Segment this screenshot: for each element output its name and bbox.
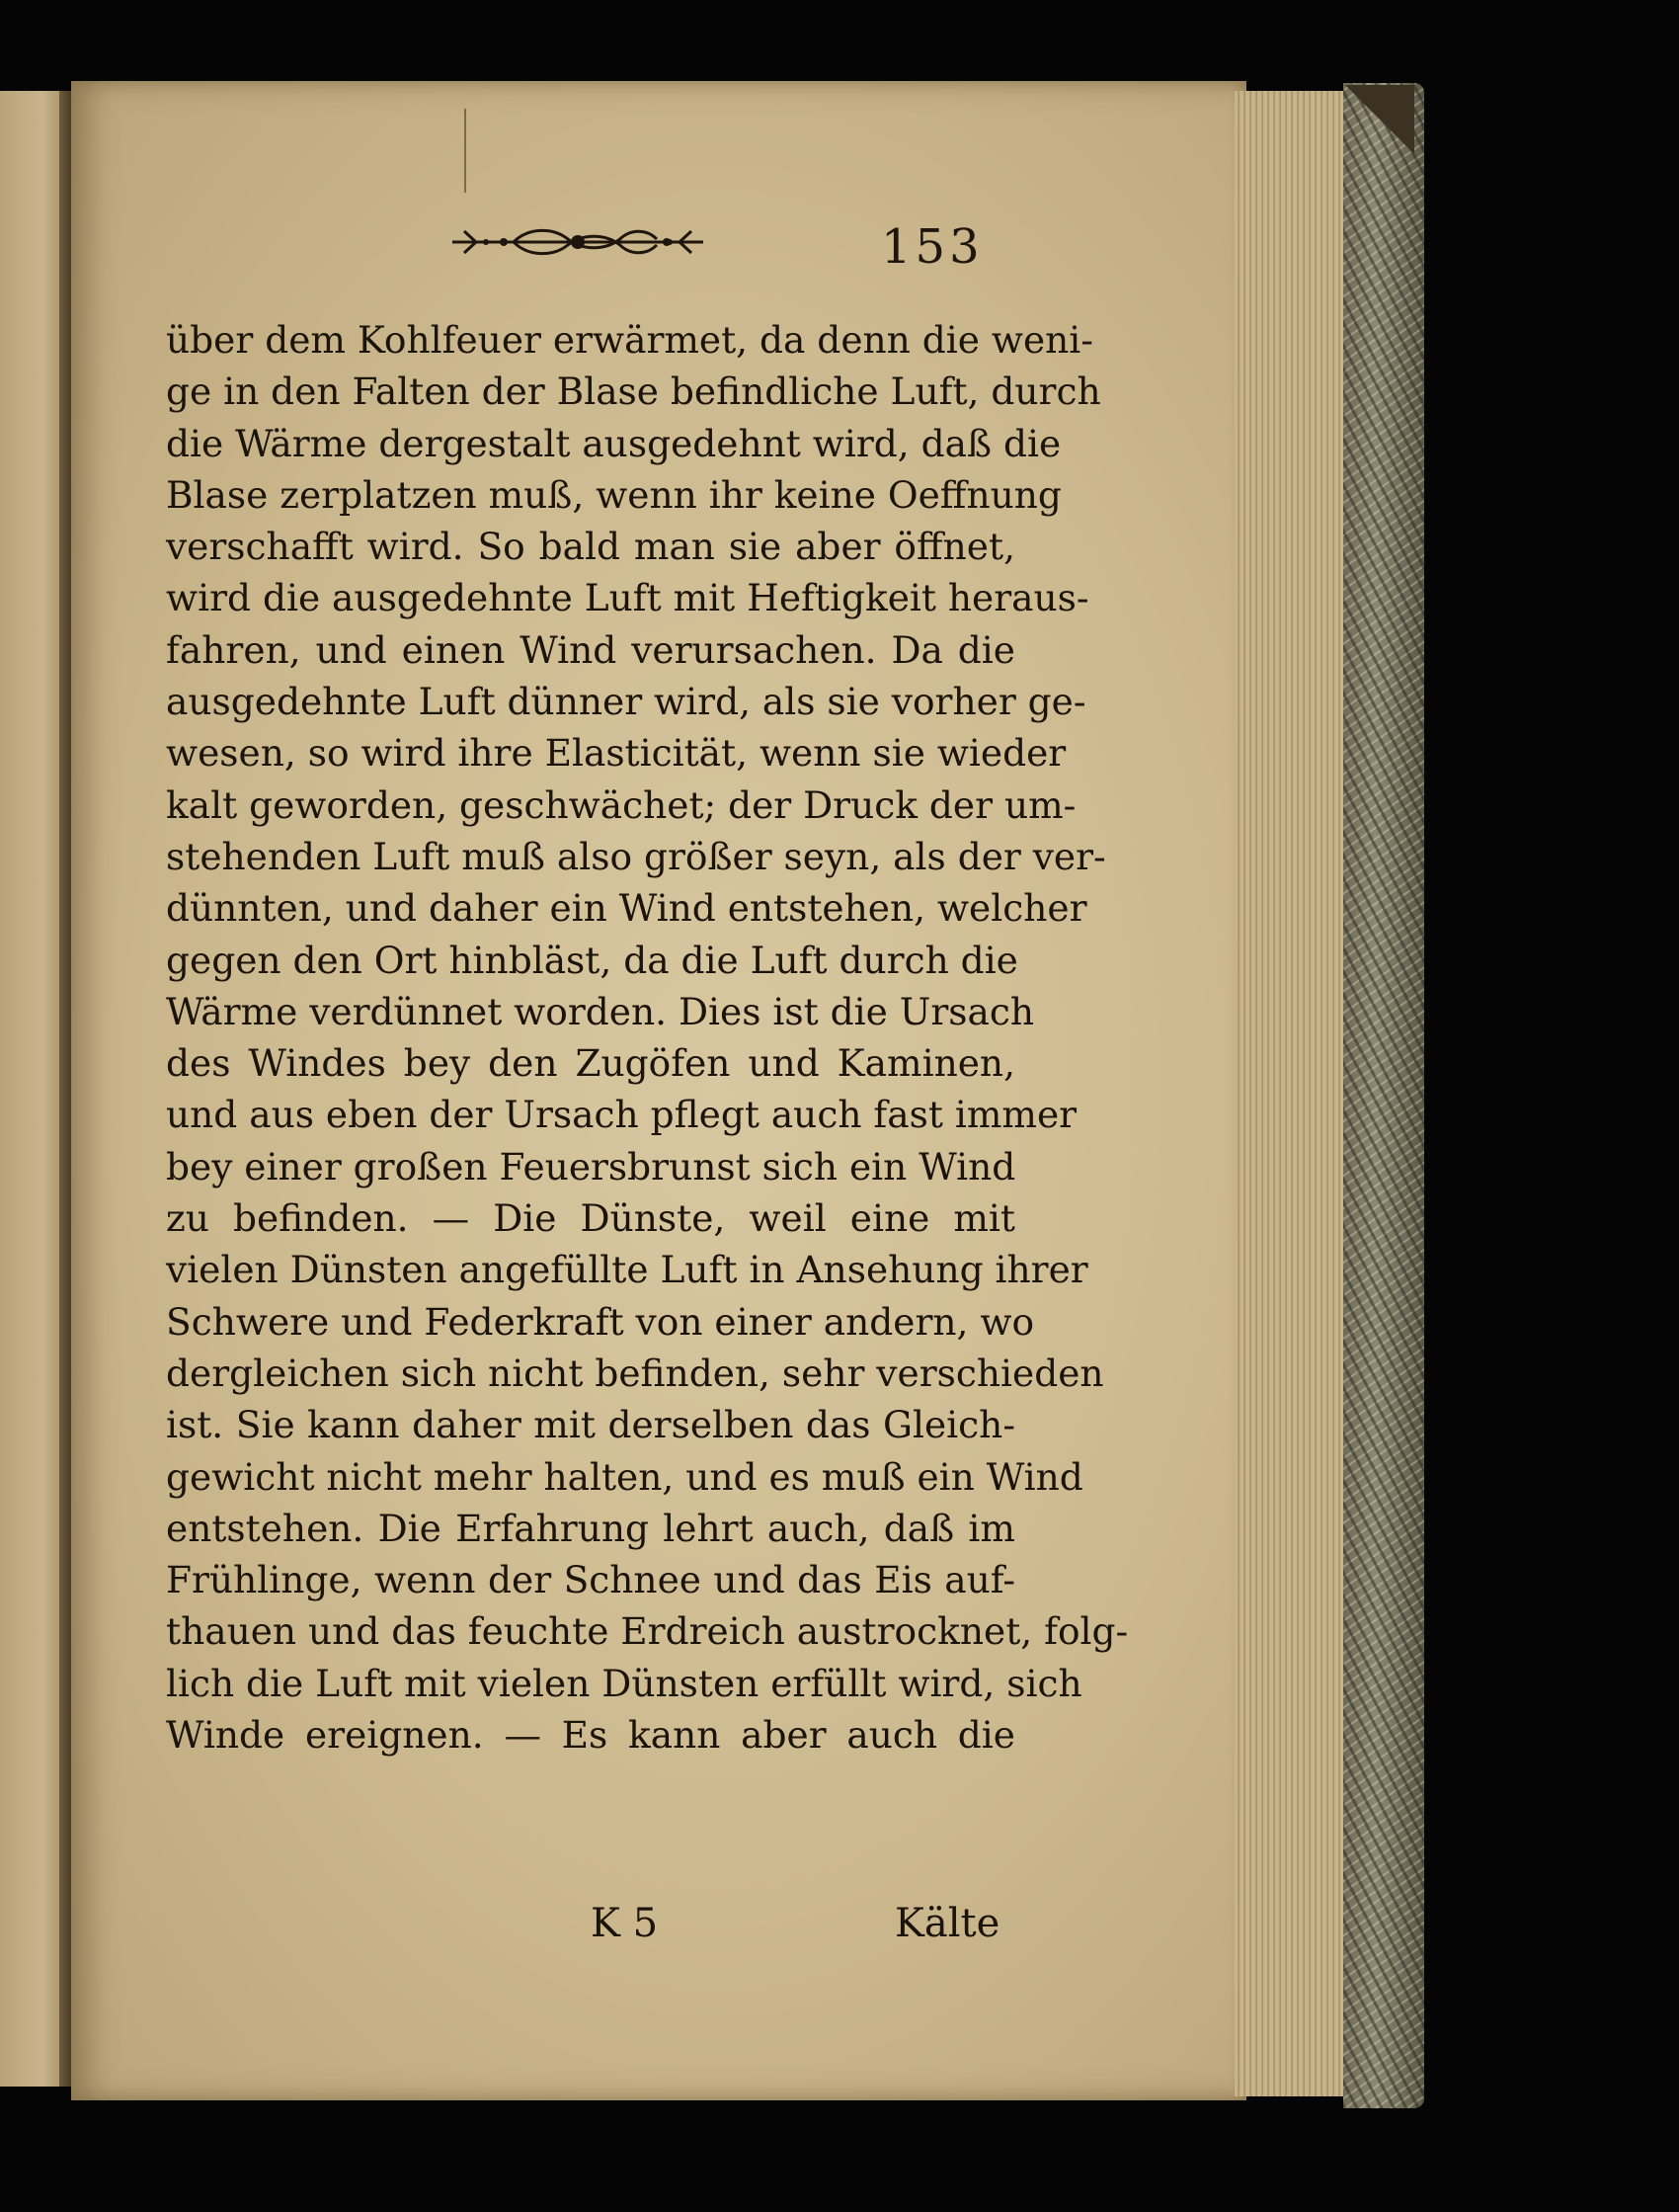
text-line: kalt geworden, geschwächet; der Druck der um- bbox=[166, 782, 1077, 827]
text-line: ausgedehnte Luft dünner wird, als sie vorher ge- bbox=[166, 680, 1086, 724]
text-line: Blase zerplatzen muß, wenn ihr keine Oeffnung bbox=[166, 472, 1062, 517]
text-line: vielen Dünsten angefüllte Luft in Ansehung ihrer bbox=[166, 1248, 1088, 1292]
text-line: zu befinden. — Die Dünste, weil eine mit bbox=[166, 1196, 1015, 1241]
text-line: und aus eben der Ursach pflegt auch fast immer bbox=[166, 1093, 1078, 1137]
marbled-cover bbox=[1343, 83, 1424, 2108]
text-line: stehenden Luft muß also größer seyn, als der ver- bbox=[166, 834, 1106, 878]
text-line: lich die Luft mit vielen Dünsten erfüllt wird, sich bbox=[166, 1661, 1082, 1705]
catchword: Kälte bbox=[895, 1901, 1000, 1946]
text-line: dergleichen sich nicht befinden, sehr verschieden bbox=[166, 1351, 1104, 1395]
text-line: gegen den Ort hinbläst, da die Luft durch die bbox=[166, 938, 1018, 982]
text-line: verschafft wird. So bald man sie aber öffnet, bbox=[166, 525, 1015, 569]
text-line: ge in den Falten der Blase befindliche Luft, durch bbox=[166, 369, 1101, 414]
text-line: Schwere und Federkraft von einer andern, wo bbox=[166, 1299, 1035, 1344]
signature-mark: K 5 bbox=[591, 1901, 659, 1946]
text-line: wird die ausgedehnte Luft mit Heftigkeit heraus- bbox=[166, 576, 1089, 620]
page-stack-edge bbox=[1235, 91, 1351, 2096]
text-line: fahren, und einen Wind verursachen. Da die bbox=[166, 627, 1015, 672]
text-line: Wärme verdünnet worden. Dies ist die Ursach bbox=[166, 989, 1035, 1033]
text-line: des Windes bey den Zugöfen und Kaminen, bbox=[166, 1041, 1015, 1086]
text-line: Frühlinge, wenn der Schnee und das Eis auf- bbox=[166, 1558, 1015, 1602]
text-line: gewicht nicht mehr halten, und es muß ein Wind bbox=[166, 1454, 1083, 1499]
text-line: über dem Kohlfeuer erwärmet, da denn die weni- bbox=[166, 318, 1093, 362]
text-line: die Wärme dergestalt ausgedehnt wird, daß die bbox=[166, 421, 1062, 465]
text-line: dünnten, und daher ein Wind entstehen, welcher bbox=[166, 886, 1087, 931]
page-fold-mark bbox=[464, 109, 466, 193]
text-line: thauen und das feuchte Erdreich austrocknet, folg- bbox=[166, 1609, 1129, 1654]
text-line: Winde ereignen. — Es kann aber auch die bbox=[166, 1713, 1015, 1758]
text-line: entstehen. Die Erfahrung lehrt auch, daß im bbox=[166, 1506, 1015, 1550]
text-line: wesen, so wird ihre Elasticität, wenn sie wieder bbox=[166, 731, 1067, 776]
text-line: ist. Sie kann daher mit derselben das Gleich- bbox=[166, 1403, 1015, 1447]
page-number: 153 bbox=[881, 219, 984, 275]
text-line: bey einer großen Feuersbrunst sich ein Wind bbox=[166, 1144, 1016, 1188]
ornamental-rule-icon bbox=[444, 219, 711, 265]
body-text bbox=[166, 314, 1129, 1761]
